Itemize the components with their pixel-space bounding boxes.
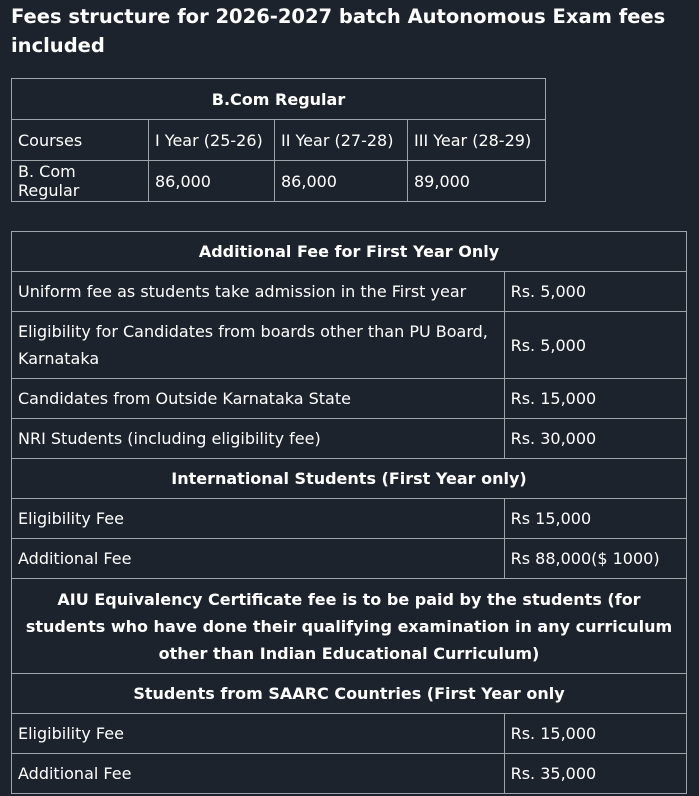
table-row bbox=[12, 754, 687, 794]
additional-table-title: Additional Fee for First Year Only bbox=[12, 232, 687, 272]
table-row bbox=[12, 539, 687, 579]
fee-value: Rs. 5,000 bbox=[504, 312, 686, 379]
table-row bbox=[12, 499, 687, 539]
table-row bbox=[12, 419, 687, 459]
bcom-regular-table bbox=[11, 78, 546, 202]
fee-value: Rs. 15,000 bbox=[504, 714, 686, 754]
bcom-table-title: B.Com Regular bbox=[12, 79, 546, 120]
aiu-note: AIU Equivalency Certificate fee is to be paid by the students (for students who have done their qualifying examination in any curriculum other than Indian Educational Curriculum) bbox=[12, 579, 687, 674]
table-row bbox=[12, 161, 546, 202]
table-row bbox=[12, 272, 687, 312]
table-row bbox=[12, 312, 687, 379]
course-name: B. Com Regular bbox=[12, 161, 149, 202]
fee-value: Rs 15,000 bbox=[504, 499, 686, 539]
table-row bbox=[12, 379, 687, 419]
fee-label: NRI Students (including eligibility fee) bbox=[12, 419, 505, 459]
fee-label: Additional Fee bbox=[12, 539, 505, 579]
header-year-3: III Year (28-29) bbox=[408, 120, 546, 161]
fee-label: Eligibility Fee bbox=[12, 499, 505, 539]
header-courses: Courses bbox=[12, 120, 149, 161]
saarc-section-title: Students from SAARC Countries (First Year only bbox=[12, 674, 687, 714]
table-header-row bbox=[12, 120, 546, 161]
fee-value: Rs. 30,000 bbox=[504, 419, 686, 459]
fee-value: Rs. 15,000 bbox=[504, 379, 686, 419]
fee-year-2: 86,000 bbox=[275, 161, 408, 202]
additional-fee-table bbox=[11, 231, 687, 794]
international-section-title: International Students (First Year only) bbox=[12, 459, 687, 499]
fee-label: Candidates from Outside Karnataka State bbox=[12, 379, 505, 419]
fee-year-1: 86,000 bbox=[149, 161, 275, 202]
fee-label: Uniform fee as students take admission in the First year bbox=[12, 272, 505, 312]
fee-label: Additional Fee bbox=[12, 754, 505, 794]
header-year-2: II Year (27-28) bbox=[275, 120, 408, 161]
fee-label: Eligibility for Candidates from boards other than PU Board, Karnataka bbox=[12, 312, 505, 379]
page-heading: Fees structure for 2026-2027 batch Autonomous Exam fees included bbox=[11, 5, 666, 57]
fee-value: Rs. 5,000 bbox=[504, 272, 686, 312]
fee-label: Eligibility Fee bbox=[12, 714, 505, 754]
table-row bbox=[12, 714, 687, 754]
fee-value: Rs 88,000($ 1000) bbox=[504, 539, 686, 579]
header-year-1: I Year (25-26) bbox=[149, 120, 275, 161]
fee-value: Rs. 35,000 bbox=[504, 754, 686, 794]
fee-year-3: 89,000 bbox=[408, 161, 546, 202]
